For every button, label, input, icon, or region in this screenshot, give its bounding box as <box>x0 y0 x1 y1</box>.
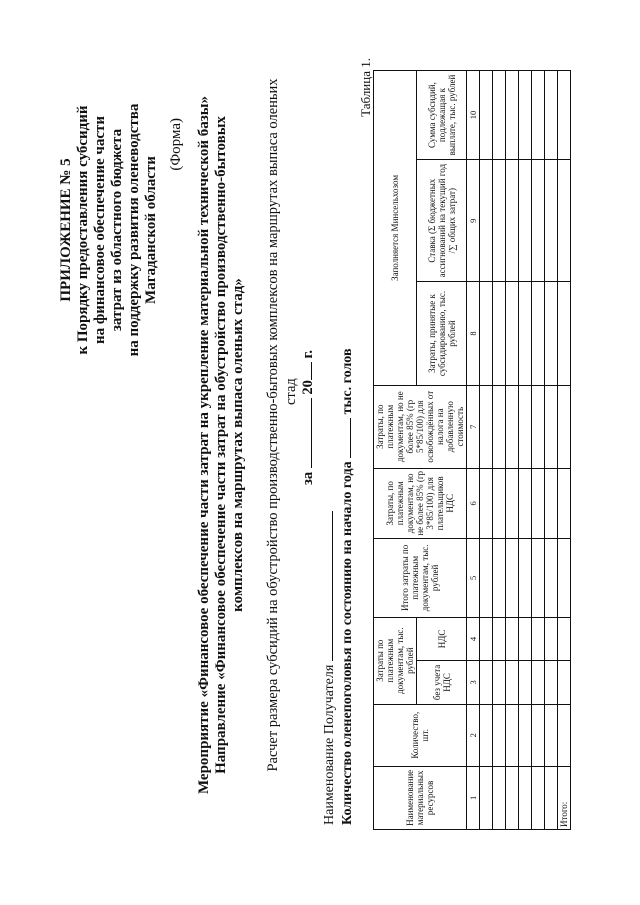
cell[interactable] <box>493 704 506 766</box>
cell[interactable] <box>545 468 558 538</box>
th-accepted: Затраты, принятые к субсидированию, тыс. рублей <box>417 282 467 386</box>
cell[interactable] <box>493 468 506 538</box>
appendix-line: Магаданской области <box>143 156 159 304</box>
cell[interactable] <box>519 385 532 468</box>
th-qty: Количество, шт. <box>374 704 467 766</box>
total-row <box>558 71 571 830</box>
table-caption: Таблица 1. <box>358 58 373 117</box>
cell[interactable] <box>545 282 558 386</box>
calc-description: Расчет размера субсидий на обустройство производственно-бытовых комплексов на маршрутах выпаса оленьих <box>265 78 281 772</box>
year-blank[interactable] <box>299 362 312 380</box>
cell[interactable] <box>493 766 506 829</box>
recipient-blank[interactable] <box>320 511 333 661</box>
th-rate: Ставка (Σ бюджетных ассигнований на текущий год /∑ общих затрат) <box>417 160 467 282</box>
col-number: 9 <box>467 160 480 282</box>
cell[interactable] <box>545 539 558 618</box>
appendix-line: на поддержку развития оленеводства <box>126 103 142 357</box>
cell[interactable] <box>532 539 545 618</box>
cell[interactable] <box>519 617 532 660</box>
col-number: 7 <box>467 385 480 468</box>
calc-stad: стад <box>283 378 299 405</box>
headcount-unit: тыс. голов <box>340 348 355 415</box>
th-no-vat: без учета НДС <box>417 661 467 704</box>
table-row <box>506 71 519 830</box>
cell[interactable] <box>519 539 532 618</box>
col-number: 1 <box>467 766 480 829</box>
period-line <box>299 350 317 485</box>
th-sum: Сумма субсидий, подлежащая к выплате, тыс. рублей <box>417 71 467 160</box>
cell[interactable] <box>558 282 571 386</box>
table-row <box>519 71 532 830</box>
appendix-line: на финансовое обеспечение части <box>92 115 108 345</box>
cell[interactable] <box>558 539 571 618</box>
th-docs: Затраты по платежным документам, тыс. рублей <box>374 617 417 704</box>
cell[interactable] <box>480 71 493 160</box>
cell[interactable] <box>480 385 493 468</box>
cell[interactable] <box>558 71 571 160</box>
cell[interactable] <box>506 766 519 829</box>
cell[interactable] <box>558 468 571 538</box>
cell[interactable] <box>558 617 571 660</box>
cell[interactable] <box>480 617 493 660</box>
th-vat: НДС <box>417 617 467 660</box>
cell[interactable] <box>493 661 506 704</box>
cell[interactable] <box>493 385 506 468</box>
cell[interactable] <box>558 160 571 282</box>
cell[interactable] <box>519 468 532 538</box>
cell[interactable] <box>506 385 519 468</box>
period-year: 20 <box>300 380 316 395</box>
th-names: Наименование материальных ресурсов <box>374 766 467 829</box>
cell[interactable] <box>480 661 493 704</box>
appendix-line: к Порядку предоставления субсидий <box>75 105 91 355</box>
col-number: 10 <box>467 71 480 160</box>
column-numbers-row <box>467 71 480 830</box>
cell[interactable] <box>493 539 506 618</box>
subsidy-table <box>373 70 571 830</box>
th-ministry: Заполняется Минсельхозом <box>374 71 417 386</box>
form-label: (Форма) <box>168 118 184 171</box>
cell[interactable] <box>480 468 493 538</box>
cell[interactable] <box>558 704 571 766</box>
period-year-suffix: г. <box>300 349 316 359</box>
cell[interactable] <box>532 617 545 660</box>
appendix-header <box>58 50 160 410</box>
th-total: Итого затраты по платежным документам, тыс. рублей <box>374 539 467 618</box>
headcount-line <box>338 348 356 825</box>
cell[interactable] <box>506 71 519 160</box>
cell[interactable] <box>545 704 558 766</box>
col-number: 6 <box>467 468 480 538</box>
table-row <box>493 71 506 830</box>
table-row <box>532 71 545 830</box>
cell[interactable] <box>480 282 493 386</box>
cell[interactable] <box>532 468 545 538</box>
cell[interactable] <box>519 160 532 282</box>
col-number: 2 <box>467 704 480 766</box>
headcount-label: Количество оленепоголовья по состоянию на начало года <box>340 461 355 825</box>
direction-title-cont: комплексов на маршрутах выпаса оленьих стад» <box>230 278 246 612</box>
cell[interactable] <box>532 282 545 386</box>
cell[interactable] <box>506 704 519 766</box>
table-row <box>480 71 493 830</box>
cell[interactable] <box>480 539 493 618</box>
cell[interactable] <box>558 385 571 468</box>
headcount-blank[interactable] <box>338 418 351 458</box>
cell[interactable] <box>480 160 493 282</box>
table-row <box>545 71 558 830</box>
cell[interactable] <box>493 71 506 160</box>
cell[interactable] <box>545 766 558 829</box>
cell[interactable] <box>545 385 558 468</box>
cell[interactable] <box>493 160 506 282</box>
cell[interactable] <box>532 766 545 829</box>
cell[interactable] <box>519 766 532 829</box>
cell[interactable] <box>519 71 532 160</box>
cell[interactable] <box>545 160 558 282</box>
cell[interactable] <box>493 282 506 386</box>
cell[interactable] <box>480 704 493 766</box>
cell[interactable] <box>493 617 506 660</box>
cell[interactable] <box>558 661 571 704</box>
cell[interactable] <box>506 617 519 660</box>
cell[interactable] <box>545 71 558 160</box>
cell[interactable] <box>532 704 545 766</box>
th-85-vat: Затраты, по платежным документам, но не более 85% (гр 3*85/100) для плательщиков НДС <box>374 468 467 538</box>
appendix-line: затрат из областного бюджета <box>109 128 125 332</box>
event-title: Мероприятие «Финансовое обеспечение части затрат на укрепление материальной технической базы» <box>196 95 212 795</box>
cell[interactable] <box>506 160 519 282</box>
appendix-number: ПРИЛОЖЕНИЕ № 5 <box>58 158 74 302</box>
cell[interactable] <box>519 661 532 704</box>
cell[interactable] <box>480 766 493 829</box>
cell[interactable] <box>506 282 519 386</box>
col-number: 5 <box>467 539 480 618</box>
cell[interactable] <box>519 704 532 766</box>
cell[interactable] <box>506 539 519 618</box>
cell[interactable] <box>532 71 545 160</box>
recipient-label: Наименование Получателя <box>322 664 337 825</box>
period-prefix: за <box>300 471 316 485</box>
col-number: 4 <box>467 617 480 660</box>
total-label: Итого: <box>558 766 571 829</box>
period-blank[interactable] <box>299 398 312 468</box>
cell[interactable] <box>519 282 532 386</box>
cell[interactable] <box>506 661 519 704</box>
cell[interactable] <box>545 661 558 704</box>
cell[interactable] <box>532 385 545 468</box>
direction-title: Направление «Финансовое обеспечение части затрат на обустройство производственно-бытовых <box>213 116 229 774</box>
cell[interactable] <box>532 160 545 282</box>
cell[interactable] <box>506 468 519 538</box>
col-number: 8 <box>467 282 480 386</box>
th-85-exempt: Затраты, по платежным документам, но не более 85% (гр 5*85/100) для освобождённых от налога на добавленную стоимость <box>374 385 467 468</box>
cell[interactable] <box>545 617 558 660</box>
recipient-line <box>320 511 338 825</box>
cell[interactable] <box>532 661 545 704</box>
col-number: 3 <box>467 661 480 704</box>
